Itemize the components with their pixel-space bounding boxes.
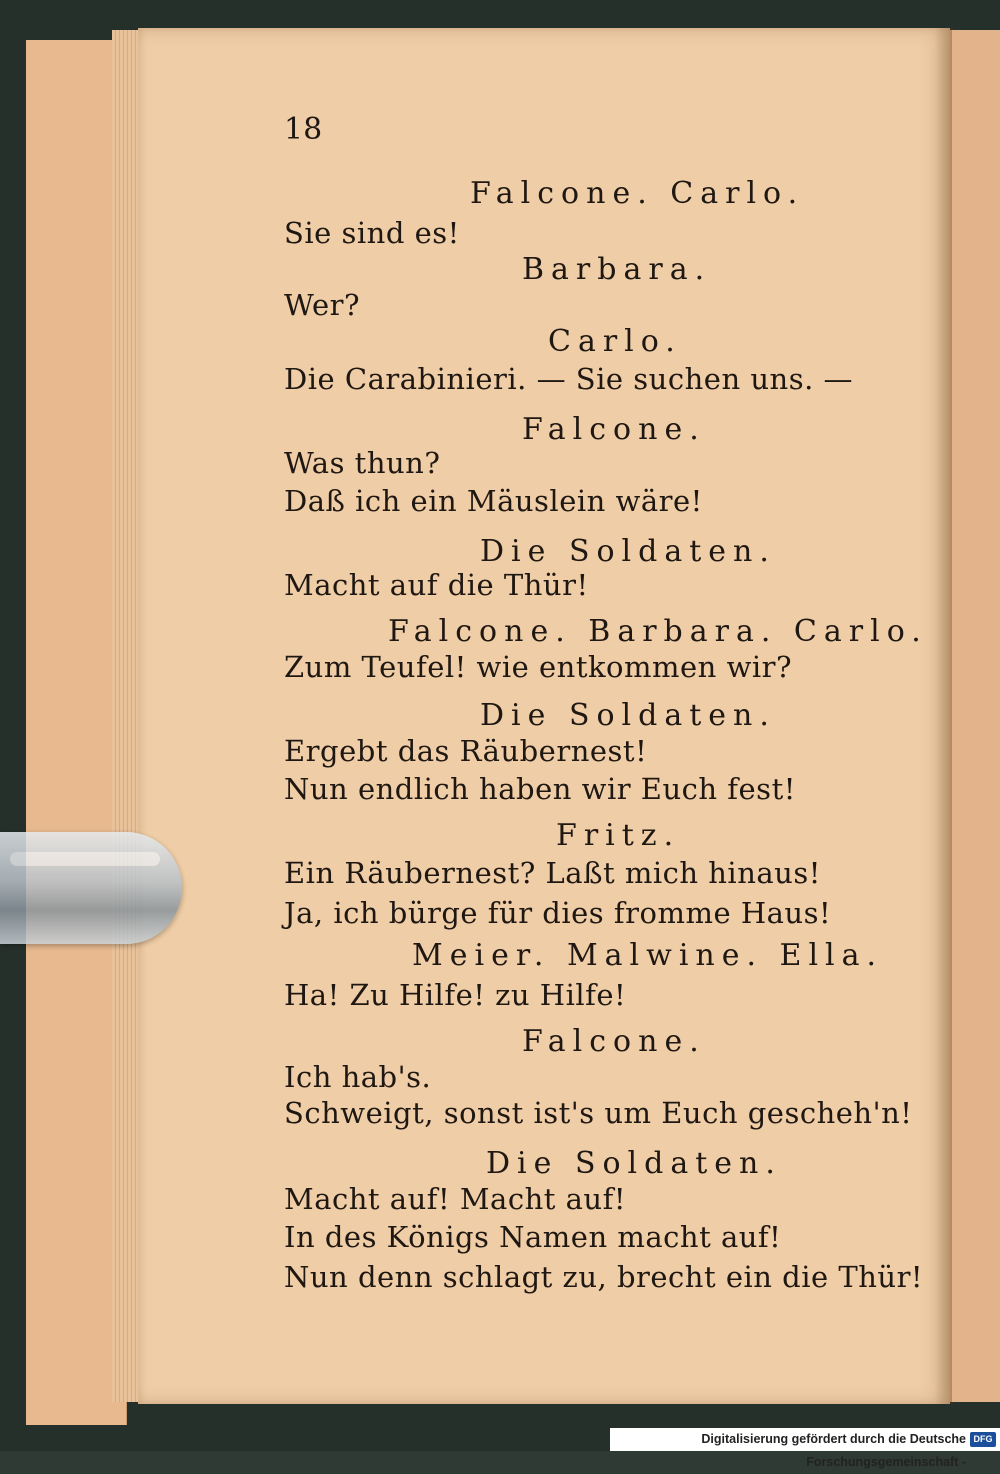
dialogue-line: In des Königs Namen macht auf! <box>284 1220 782 1254</box>
footer-text: Digitalisierung gefördert durch die Deutsche Forschungsgemeinschaft - <box>701 1432 966 1469</box>
dialogue-line: Ein Räubernest? Laßt mich hinaus! <box>284 856 821 890</box>
dialogue-line: Ergebt das Räubernest! <box>284 734 648 768</box>
dialogue-line: Nun denn schlagt zu, brecht ein die Thür! <box>284 1260 924 1294</box>
speaker-heading: Barbara. <box>522 252 712 287</box>
page-clip <box>0 832 182 944</box>
dialogue-line: Ich hab's. <box>284 1060 432 1094</box>
page-number: 18 <box>284 112 323 147</box>
dialogue-line: Die Carabinieri. — Sie suchen uns. — <box>284 362 854 396</box>
speaker-heading: Die Soldaten. <box>480 698 776 733</box>
dialogue-line: Sie sind es! <box>284 216 460 250</box>
dialogue-line: Macht auf! Macht auf! <box>284 1182 626 1216</box>
dialogue-line: Ha! Zu Hilfe! zu Hilfe! <box>284 978 627 1012</box>
right-cover <box>950 30 1000 1402</box>
dialogue-line: Schweigt, sonst ist's um Euch gescheh'n! <box>284 1096 913 1130</box>
dialogue-line: Zum Teufel! wie entkommen wir? <box>284 650 793 684</box>
dialogue-line: Nun endlich haben wir Euch fest! <box>284 772 796 806</box>
speaker-heading: Falcone. <box>522 412 706 447</box>
dialogue-line: Macht auf die Thür! <box>284 568 589 602</box>
speaker-heading: Falcone. Carlo. <box>470 176 805 211</box>
speaker-heading: Fritz. <box>556 818 681 853</box>
speaker-heading: Falcone. Barbara. Carlo. <box>388 614 928 649</box>
dialogue-line: Ja, ich bürge für dies fromme Haus! <box>284 896 832 930</box>
speaker-heading: Carlo. <box>548 324 682 359</box>
speaker-heading: Falcone. <box>522 1024 706 1059</box>
dialogue-line: Daß ich ein Mäuslein wäre! <box>284 484 703 518</box>
dialogue-line: Wer? <box>284 288 361 322</box>
dfg-logo-icon: DFG <box>970 1432 996 1447</box>
speaker-heading: Die Soldaten. <box>480 534 776 569</box>
speaker-heading: Die Soldaten. <box>486 1146 782 1181</box>
digitization-footer <box>610 1428 1000 1469</box>
speaker-heading: Meier. Malwine. Ella. <box>412 938 884 973</box>
dialogue-line: Was thun? <box>284 446 441 480</box>
